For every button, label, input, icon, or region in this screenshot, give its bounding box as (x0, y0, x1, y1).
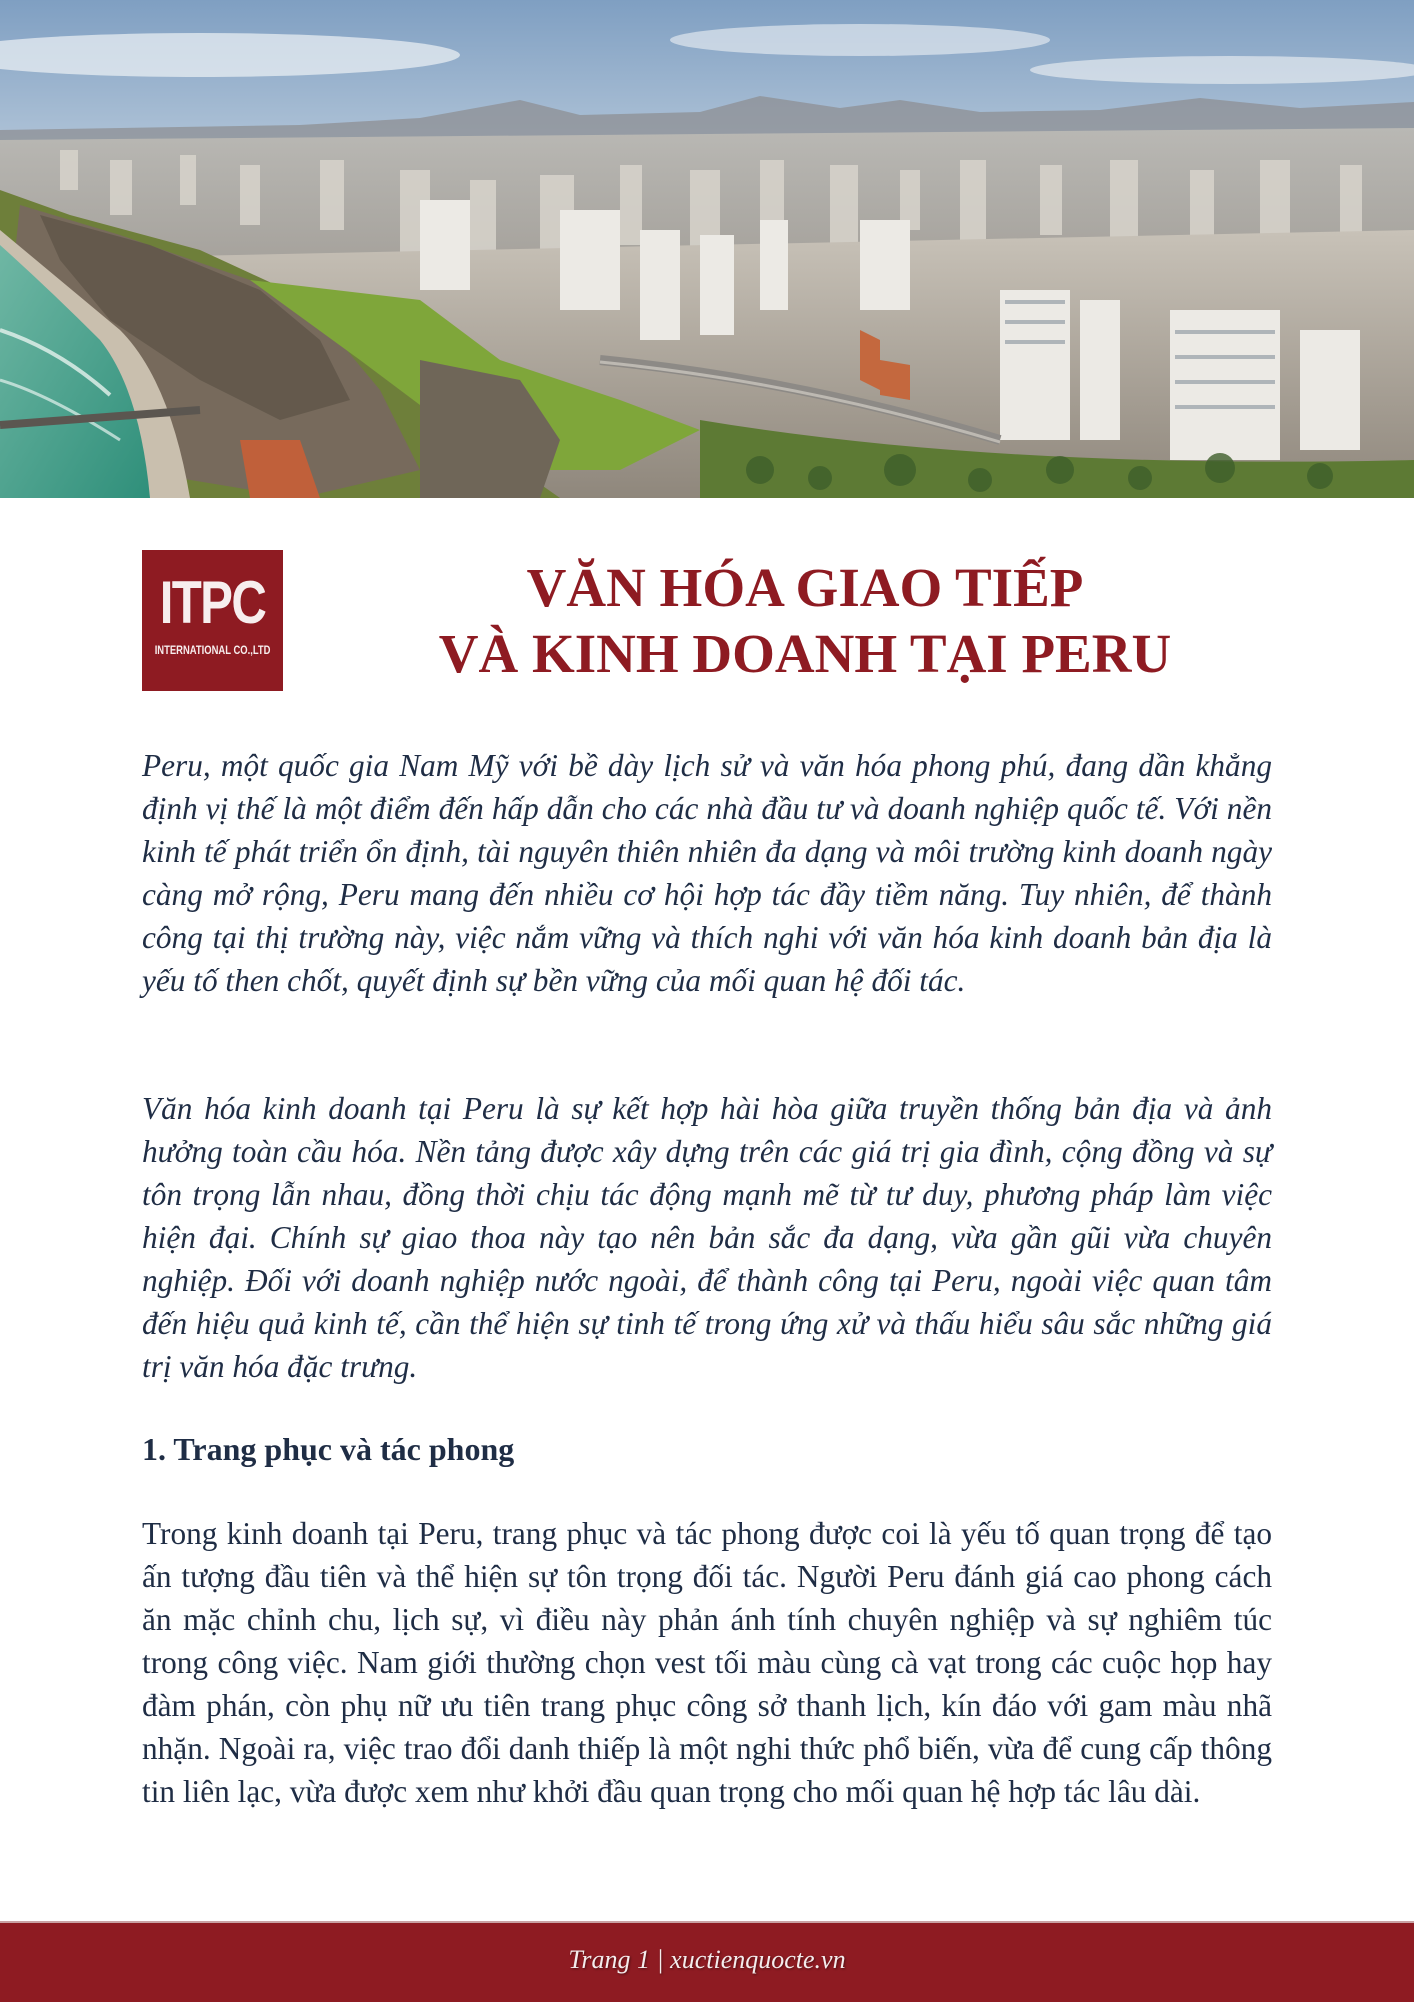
section-heading: 1. Trang phục và tác phong (142, 1431, 515, 1467)
page-title (330, 555, 1280, 687)
hero-image (0, 0, 1414, 498)
intro-paragraph-1: Peru, một quốc gia Nam Mỹ với bề dày lịch sử và văn hóa phong phú, đang dần khẳng định vị thế là một điểm đến hấp dẫn cho các nhà đầu tư và doanh nghiệp quốc tế. Với nền kinh tế phát triển ổn định, tài nguyên thiên nhiên đa dạng và môi trường kinh doanh ngày càng mở rộng, Peru mang đến nhiều cơ hội hợp tác đầy tiềm năng. Tuy nhiên, để thành công tại thị trường này, việc nắm vững và thích nghi với văn hóa kinh doanh bản địa là yếu tố then chốt, quyết định sự bền vững của mối quan hệ đối tác. (142, 748, 1272, 998)
page-footer (0, 1921, 1414, 2002)
page-title-line-1: VĂN HÓA GIAO TIẾP (526, 557, 1084, 618)
intro-paragraph-2: Văn hóa kinh doanh tại Peru là sự kết hợp hài hòa giữa truyền thống bản địa và ảnh hưởng toàn cầu hóa. Nền tảng được xây dựng trên các giá trị gia đình, cộng đồng và sự tôn trọng lẫn nhau, đồng thời chịu tác động mạnh mẽ từ tư duy, phương pháp làm việc hiện đại. Chính sự giao thoa này tạo nên bản sắc đa dạng, vừa gần gũi vừa chuyên nghiệp. Đối với doanh nghiệp nước ngoài, để thành công tại Peru, ngoài việc quan tâm đến hiệu quả kinh tế, cần thể hiện sự tinh tế trong ứng xử và thấu hiểu sâu sắc những giá trị văn hóa đặc trưng. (142, 1091, 1272, 1384)
logo-main-text: ITPC (159, 569, 266, 636)
logo-sub-text: INTERNATIONAL CO.,LTD (154, 645, 271, 657)
footer-text: Trang 1 | xuctienquocte.vn (568, 1944, 846, 1974)
city-coastline-photo-icon (0, 0, 1414, 498)
itpc-logo (142, 550, 283, 691)
section-body: Trong kinh doanh tại Peru, trang phục và tác phong được coi là yếu tố quan trọng để tạo ấn tượng đầu tiên và thể hiện sự tôn trọng đối tác. Người Peru đánh giá cao phong cách ăn mặc chỉnh chu, lịch sự, vì điều này phản ánh tính chuyên nghiệp và sự nghiêm túc trong công việc. Nam giới thường chọn vest tối màu cùng cà vạt trong các cuộc họp hay đàm phán, còn phụ nữ ưu tiên trang phục công sở thanh lịch, kín đáo với gam màu nhã nhặn. Ngoài ra, việc trao đổi danh thiếp là một nghi thức phổ biến, vừa để cung cấp thông tin liên lạc, vừa được xem như khởi đầu quan trọng cho mối quan hệ hợp tác lâu dài. (142, 1516, 1272, 1809)
page-title-line-2: VÀ KINH DOANH TẠI PERU (438, 623, 1172, 684)
